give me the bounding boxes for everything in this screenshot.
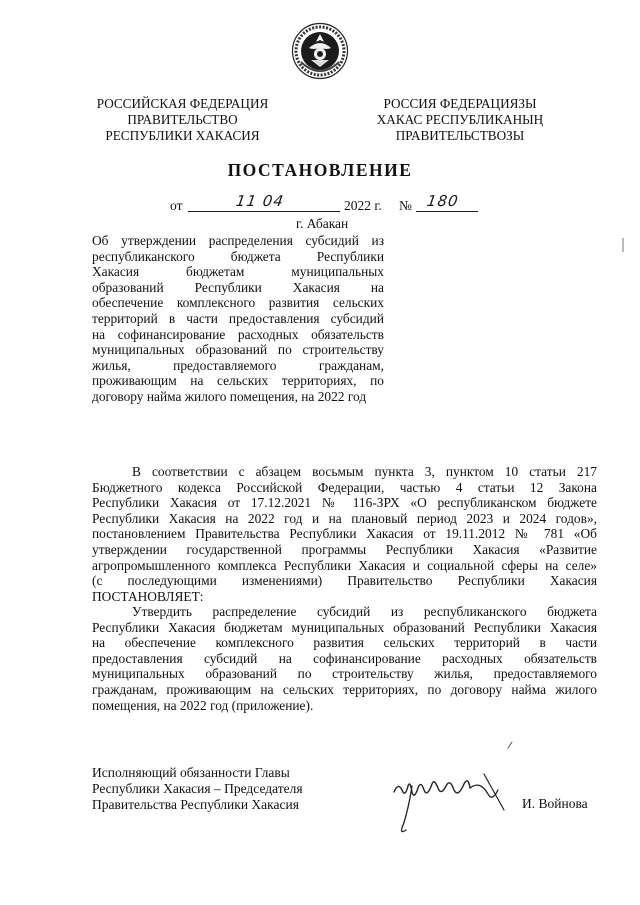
coat-of-arms-icon: [291, 22, 349, 80]
header-right-line: РОССИЯ ФЕДЕРАЦИЯЗЫ: [383, 96, 537, 111]
paragraph-line: гражданам, проживающим на сельских территориях, по договору найма жилого: [92, 681, 597, 697]
header-left: [90, 96, 275, 144]
paragraph-line: муниципальных образований по строительству жилья, предоставляемого: [92, 666, 597, 682]
subject-line: муниципальных образований по строительству: [92, 342, 384, 358]
header-left-line: РОССИЙСКАЯ ФЕДЕРАЦИЯ: [96, 96, 269, 111]
signer-name: И. Войнова: [522, 796, 588, 811]
header-left-line: РЕСПУБЛИКИ ХАКАСИЯ: [105, 128, 260, 143]
paragraph-line: ПОСТАНОВЛЯЕТ:: [92, 588, 204, 604]
header-right-line: ХАКАС РЕСПУБЛИКАНЫҢ: [376, 112, 544, 127]
handwritten-number: 180: [425, 192, 460, 210]
paragraph-line: Республики Хакасия на 2022 год и на плановый период 2023 и 2024 годов»,: [92, 510, 597, 526]
subject-line: республиканского бюджета Республики: [92, 248, 384, 264]
paragraph-line: Республики Хакасия от 17.12.2021 № 116-ЗРХ «О республиканском бюджете: [92, 495, 597, 511]
position-line: Республики Хакасия – Председателя: [92, 781, 303, 796]
subject-line: жилья, предоставляемого гражданам,: [92, 357, 384, 373]
subject-line: проживающим на сельских территориях, по: [92, 373, 384, 389]
header-right-line: ПРАВИТЕЛЬСТВОЗЫ: [395, 128, 525, 143]
handwritten-date: 11 04: [234, 192, 286, 210]
paragraph-line: Республики Хакасия бюджетам муниципальных образований Республики Хакасия: [92, 619, 597, 635]
paragraph-line: утверждении государственной программы Республики Хакасия «Развитие: [92, 541, 597, 557]
paragraph-line: предоставления субсидий на софинансирование расходных обязательств: [92, 650, 597, 666]
paragraph-line: постановлением Правительства Республики Хакасия от 19.11.2012 № 781 «Об: [92, 526, 597, 542]
subject-line: обеспечение комплексного развития сельских: [92, 295, 384, 311]
paragraph-line: В соответствии с абзацем восьмым пункта 3, пунктом 10 статьи 217: [132, 464, 597, 479]
document-title: ПОСТАНОВЛЕНИЕ: [227, 160, 413, 180]
signature-position: [92, 765, 303, 813]
paragraph-line: Бюджетного кодекса Российской Федерации, частью 4 статьи 12 Закона: [92, 479, 597, 495]
paragraph-line: (с последующими изменениями) Правительство Республики Хакасия: [92, 573, 597, 589]
subject-line: Об утверждении распределения субсидий из: [92, 233, 384, 248]
paragraph-line: помещения, на 2022 год (приложение).: [92, 697, 314, 713]
date-year: 2022 г.: [344, 198, 382, 213]
subject-line: Хакасия бюджетам муниципальных: [92, 264, 384, 280]
paragraph-line: на обеспечение комплексного развития сельских территорий в части: [92, 635, 597, 651]
header-left-line: ПРАВИТЕЛЬСТВО: [127, 112, 238, 127]
subject-block: [92, 233, 384, 405]
subject-line: на софинансирование расходных обязательств: [92, 326, 384, 342]
paragraph-line: агропромышленного комплекса Республики Хакасия и социальной сферы на селе»: [92, 557, 597, 573]
position-line: Исполняющий обязанности Главы: [92, 765, 290, 780]
scan-margin-mark: [622, 238, 624, 252]
city: г. Абакан: [296, 216, 349, 231]
paragraph-resolution: [92, 604, 597, 713]
paragraph-preamble: [92, 464, 597, 604]
subject-line: территорий в части предоставления субсидий: [92, 310, 384, 326]
number-sign: №: [399, 198, 412, 213]
position-line: Правительства Республики Хакасия: [92, 797, 299, 812]
header-right: [365, 96, 555, 144]
handwritten-signature-icon: [388, 740, 538, 840]
date-prefix: от: [170, 198, 183, 213]
date-line: [170, 192, 490, 216]
paragraph-line: Утвердить распределение субсидий из республиканского бюджета: [132, 604, 597, 619]
subject-line: образований Республики Хакасия на: [92, 279, 384, 295]
subject-line: договору найма жилого помещения, на 2022 год: [92, 388, 367, 404]
